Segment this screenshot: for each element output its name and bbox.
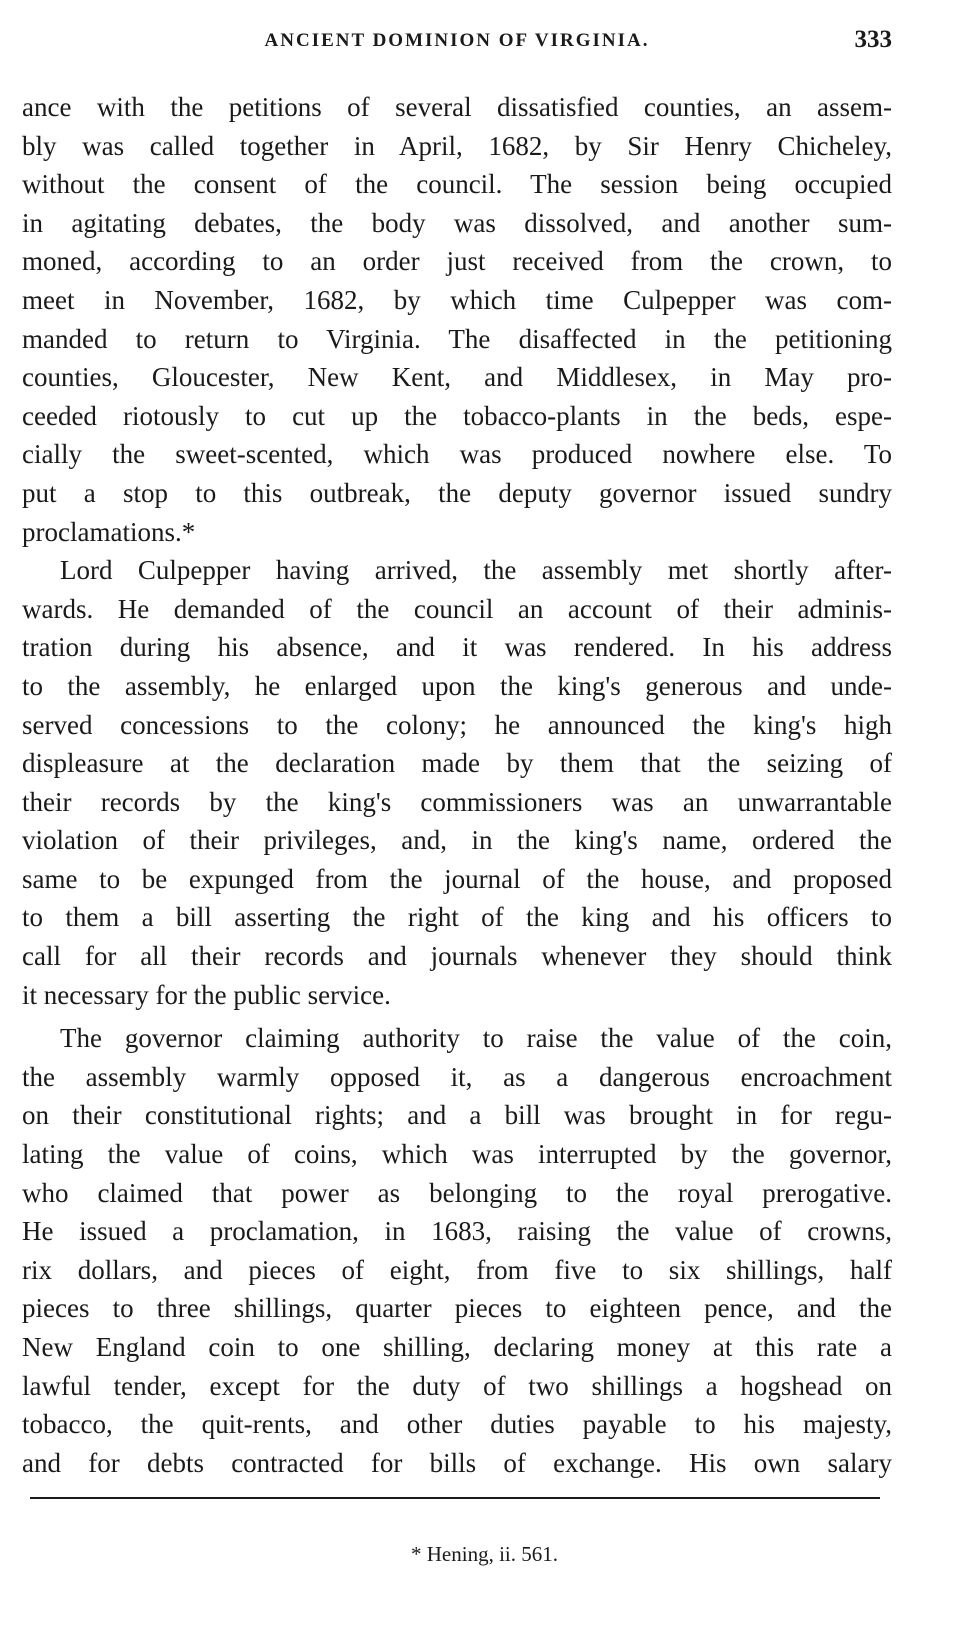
text-line: New England coin to one shilling, declaring money at this rate a: [22, 1332, 892, 1362]
text-line: ance with the petitions of several dissatisfied counties, an assem-: [22, 92, 892, 122]
text-line: tration during his absence, and it was rendered. In his address: [22, 632, 892, 663]
text-line: and for debts contracted for bills of exchange. His own salary: [22, 1447, 892, 1478]
footnote: * Hening, ii. 561.: [411, 1542, 558, 1566]
text-line: in agitating debates, the body was dissolved, and another sum-: [22, 207, 892, 238]
text-line: the assembly warmly opposed it, as a dangerous encroachment: [22, 1061, 892, 1092]
text-line: rix dollars, and pieces of eight, from five to six shillings, half: [22, 1254, 892, 1285]
text-line: meet in November, 1682, by which time Culpepper was com-: [22, 284, 892, 315]
text-line: to them a bill asserting the right of the king and his officers to: [22, 902, 892, 933]
text-line: cially the sweet-scented, which was produced nowhere else. To: [22, 439, 892, 470]
text-line: pieces to three shillings, quarter pieces to eighteen pence, and the: [22, 1293, 892, 1324]
paragraph-3: [22, 1019, 892, 1482]
text-line: proclamations.*: [22, 516, 196, 547]
running-head: [22, 26, 892, 56]
text-line: wards. He demanded of the council an account of their adminis-: [22, 593, 892, 624]
text-line: on their constitutional rights; and a bill was brought in for regu-: [22, 1100, 892, 1131]
paragraph-1: [22, 88, 892, 551]
text-line: who claimed that power as belonging to the royal prerogative.: [22, 1177, 892, 1208]
text-line: put a stop to this outbreak, the deputy governor issued sundry: [22, 477, 892, 508]
text-line: lating the value of coins, which was interrupted by the governor,: [22, 1139, 892, 1170]
paragraph-2: [22, 551, 892, 1014]
page-number: 333: [854, 26, 892, 53]
text-line: moned, according to an order just received from the crown, to: [22, 246, 892, 277]
text-line: tobacco, the quit-rents, and other duties payable to his majesty,: [22, 1409, 892, 1440]
text-line: call for all their records and journals whenever they should think: [22, 941, 892, 972]
text-line: served concessions to the colony; he announced the king's high: [22, 709, 892, 740]
text-line: without the consent of the council. The session being occupied: [22, 169, 892, 200]
text-line: violation of their privileges, and, in the king's name, ordered the: [22, 825, 892, 856]
text-line: their records by the king's commissioners was an unwarrantable: [22, 786, 892, 817]
text-line: it necessary for the public service.: [22, 979, 391, 1010]
text-line: lawful tender, except for the duty of two shillings a hogshead on: [22, 1370, 892, 1401]
text-line: manded to return to Virginia. The disaffected in the petitioning: [22, 323, 892, 354]
text-line: Lord Culpepper having arrived, the assembly met shortly after-: [60, 555, 892, 586]
text-line: The governor claiming authority to raise the value of the coin,: [60, 1023, 892, 1054]
footnote-rule: [30, 1497, 880, 1499]
body-text: [22, 88, 892, 1482]
text-line: same to be expunged from the journal of the house, and proposed: [22, 863, 892, 894]
text-line: to the assembly, he enlarged upon the king's generous and unde-: [22, 670, 892, 701]
text-line: displeasure at the declaration made by them that the seizing of: [22, 748, 892, 779]
text-line: counties, Gloucester, New Kent, and Middlesex, in May pro-: [22, 362, 892, 393]
text-line: ceeded riotously to cut up the tobacco-plants in the beds, espe-: [22, 400, 892, 431]
text-line: He issued a proclamation, in 1683, raising the value of crowns,: [22, 1216, 892, 1247]
text-line: bly was called together in April, 1682, by Sir Henry Chicheley,: [22, 130, 892, 161]
running-title: ANCIENT DOMINION OF VIRGINIA.: [264, 30, 650, 51]
